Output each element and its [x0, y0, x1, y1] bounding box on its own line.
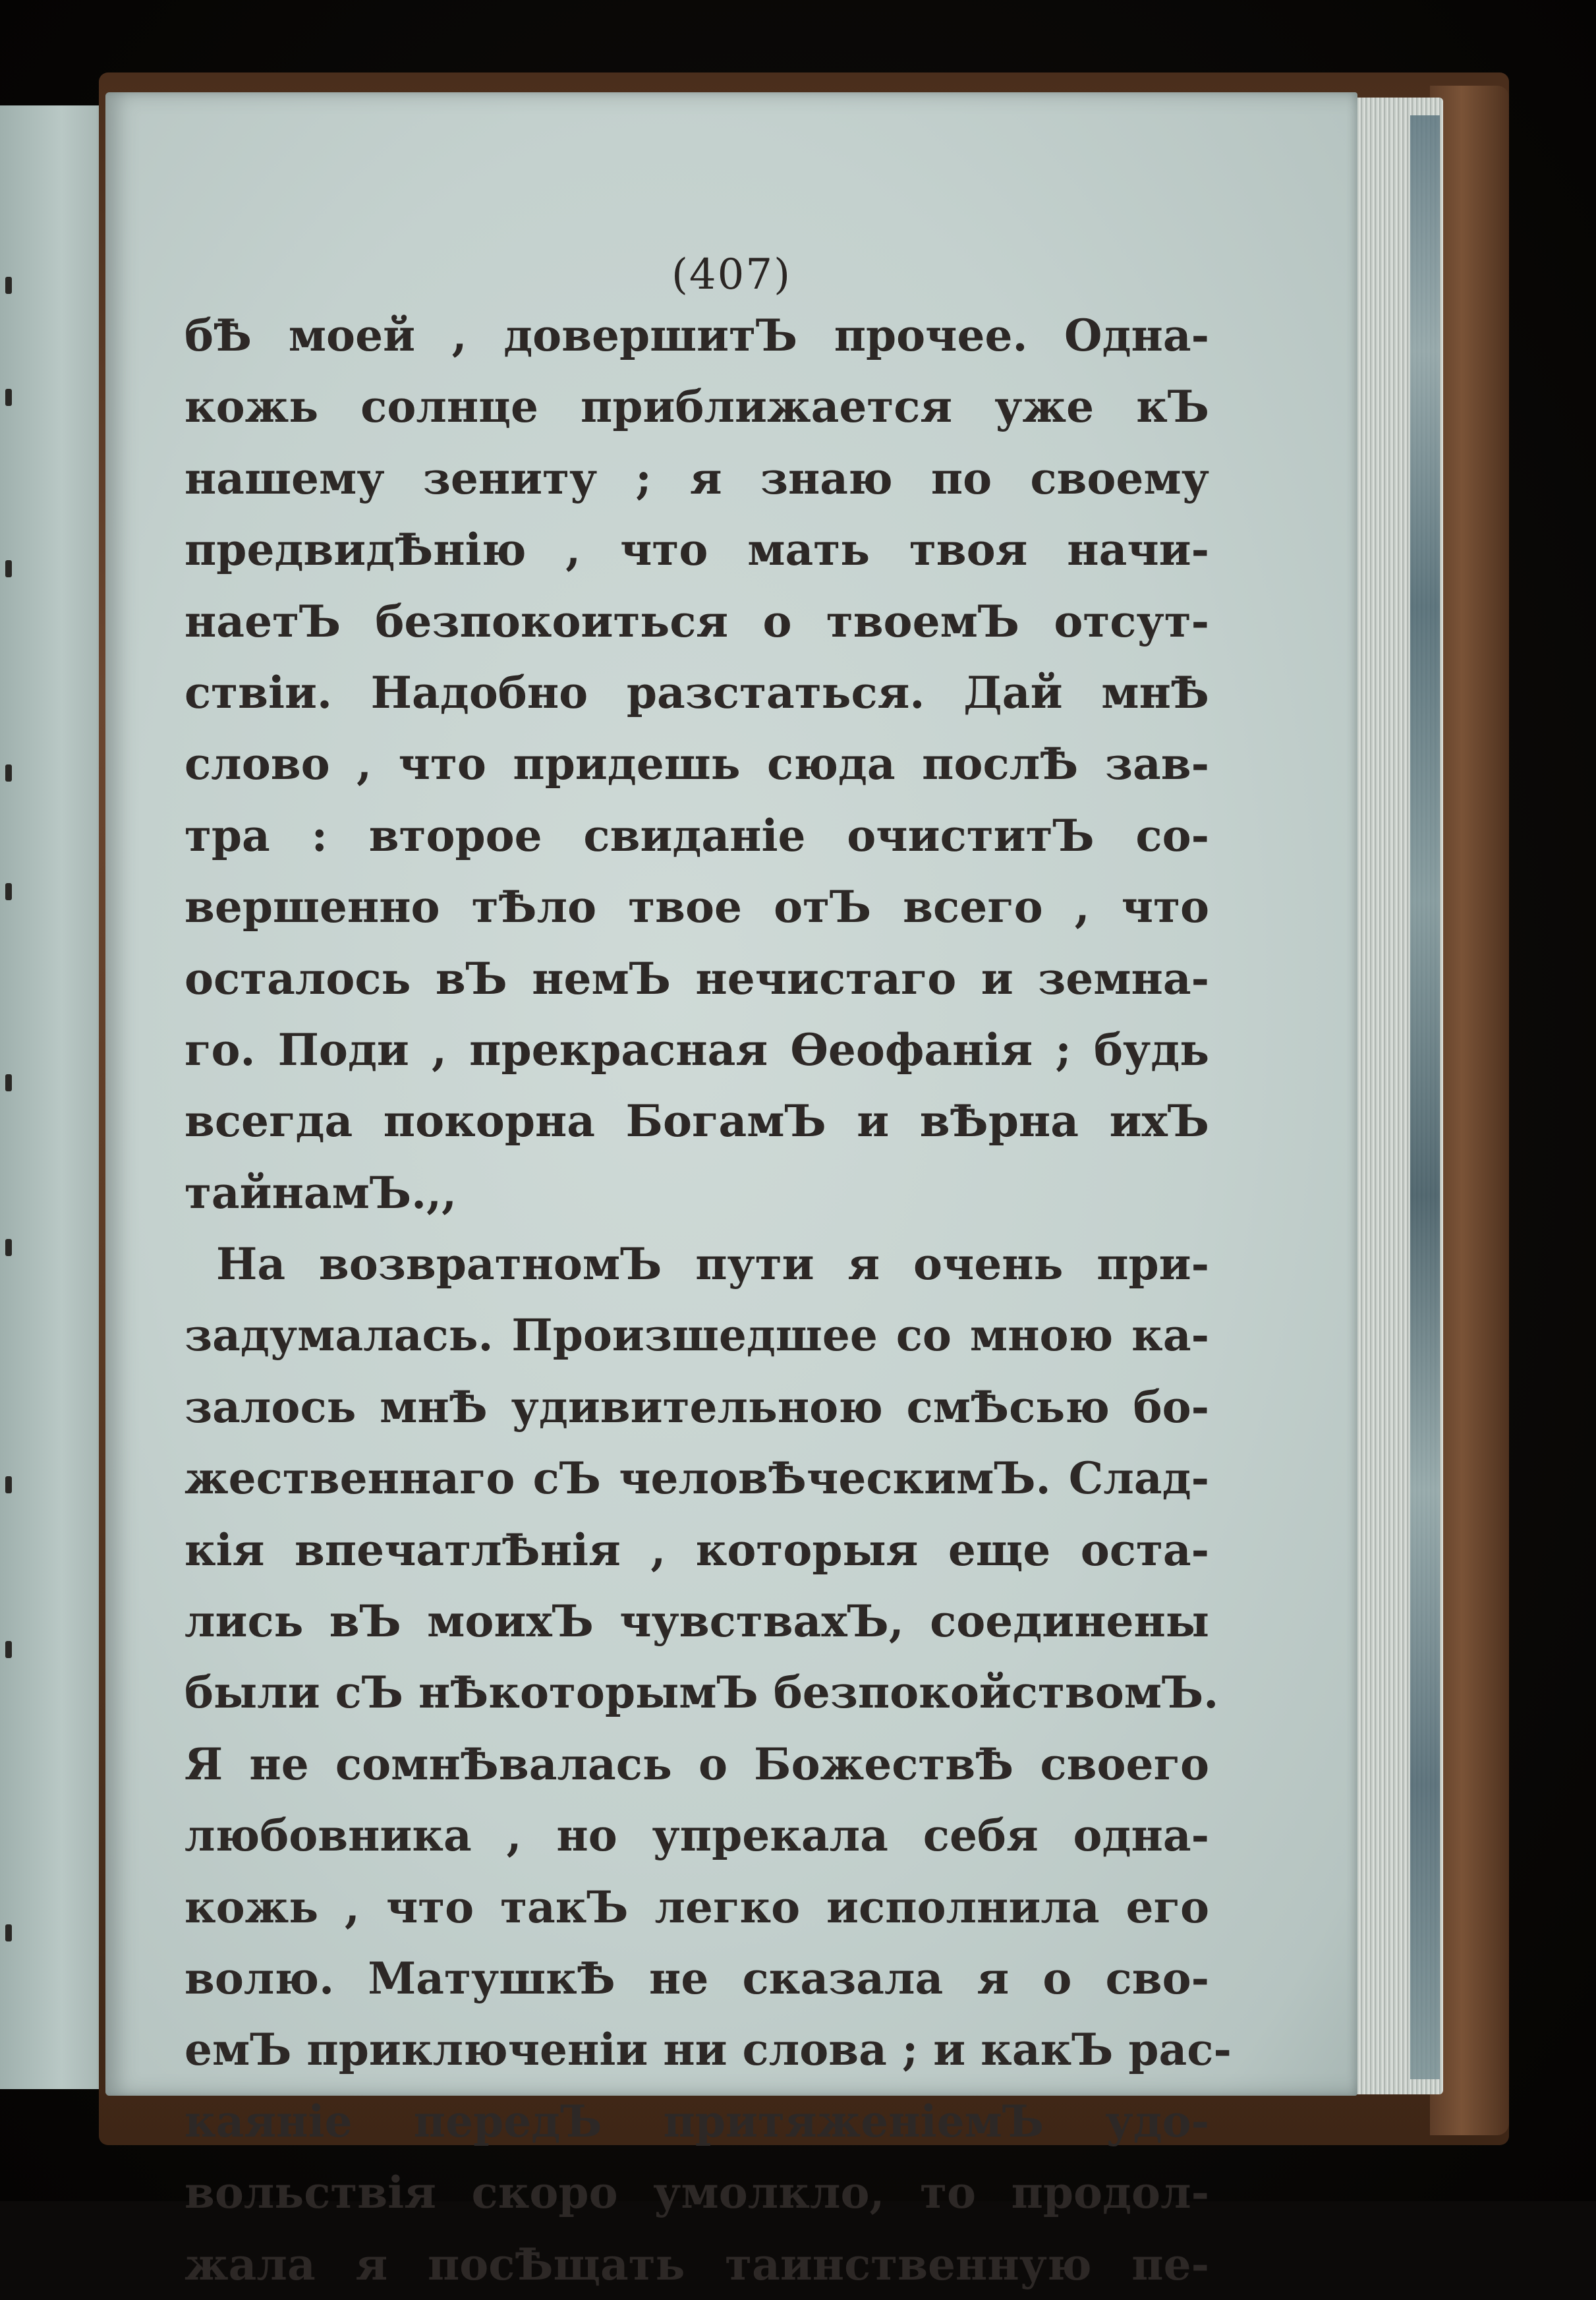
book-page	[105, 92, 1357, 2290]
page-number: (407)	[671, 250, 792, 299]
text-line: вольствія скоро умолкло, то продол-	[185, 2167, 1209, 2219]
text-line: тайнамЪ.,,	[185, 1166, 457, 1219]
left-page-bleed-marks	[0, 105, 40, 2089]
text-line: емЪ приключеніи ни слова ; и какЪ рас-	[185, 2024, 1232, 2076]
text-line: осталось вЪ немЪ нечистаго и земна-	[185, 952, 1209, 1004]
text-line: жала я посѢщать таинственную пе-	[185, 2238, 1209, 2290]
text-line: бѢ моей , довершитЪ прочее. Одна-	[185, 310, 1209, 361]
text-line: любовника , но упрекала себя одна-	[185, 1810, 1209, 1862]
text-line: предвидѢнію , что мать твоя начи-	[185, 524, 1209, 576]
text-line: каяніе передЪ притяженіемЪ удо-	[185, 2095, 1209, 2147]
text-line: вершенно тѢло твое отЪ всего , что	[185, 881, 1209, 933]
text-line: задумалась. Произшедшее со мною ка-	[185, 1309, 1209, 1362]
text-line: слово , что придешь сюда послѢ зав-	[185, 738, 1209, 790]
text-line: жественнаго сЪ человѢческимЪ. Слад-	[185, 1452, 1209, 1505]
text-line: На возвратномЪ пути я очень при-	[216, 1238, 1209, 1290]
text-line: лись вЪ моихЪ чувствахЪ, соединены	[185, 1596, 1209, 1648]
text-line: всегда покорна БогамЪ и вѢрна ихЪ	[185, 1095, 1209, 1147]
text-line: залось мнѢ удивительною смѢсью бо-	[185, 1381, 1209, 1433]
text-line: кожь солнце приближается уже кЪ	[185, 381, 1209, 433]
text-line: ствіи. Надобно разстаться. Дай мнѢ	[185, 666, 1209, 718]
marbled-endpaper	[1410, 115, 1440, 2079]
text-line: наетЪ безпокоиться о твоемЪ отсут-	[185, 595, 1209, 647]
text-line: го. Поди , прекрасная Ѳеофанія ; будь	[185, 1023, 1209, 1076]
text-line: тра : второе свиданіе очиститЪ со-	[185, 809, 1209, 861]
text-line: волю. МатушкѢ не сказала я о сво-	[185, 1952, 1209, 2004]
text-line: нашему зениту ; я знаю по своему	[185, 452, 1209, 504]
text-line: кія впечатлѢнія , которыя еще оста-	[185, 1524, 1209, 1576]
text-line: были сЪ нѢкоторымЪ безпокойствомЪ.	[185, 1667, 1219, 1719]
page-text	[185, 300, 1232, 2300]
text-line: кожь , что такЪ легко исполнила его	[185, 1881, 1209, 1933]
text-line: Я не сомнѢвалась о БожествѢ своего	[185, 1738, 1209, 1790]
